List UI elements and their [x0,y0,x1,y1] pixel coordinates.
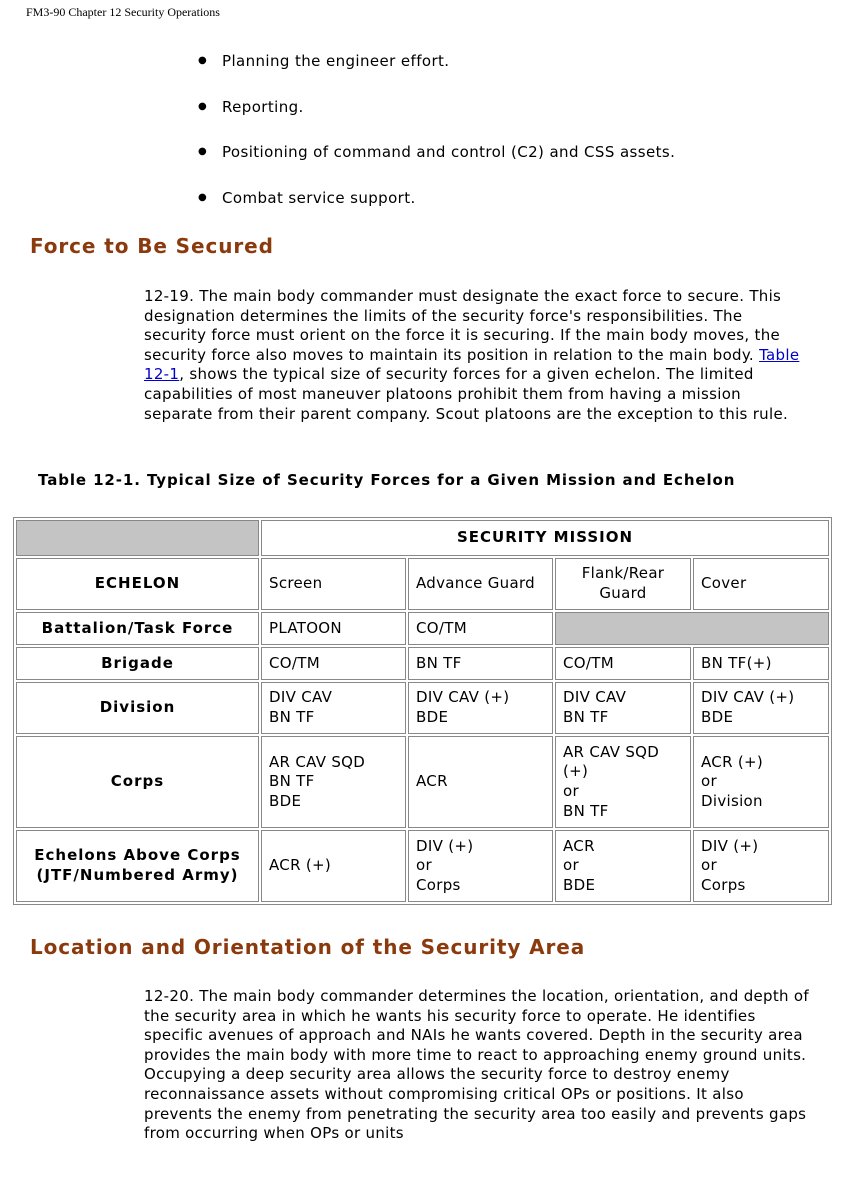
cover-cell: ACR (+) or Division [693,736,829,828]
empty-header-cell [16,520,259,556]
cover-cell: DIV (+) or Corps [693,830,829,902]
table-row [16,830,829,902]
screen-cell: DIV CAV BN TF [261,682,406,734]
empty-gray-cell [555,612,829,645]
bullet-item: ● Combat service support. [196,189,675,235]
column-header-screen: Screen [261,558,406,610]
echelon-cell: Corps [16,736,259,828]
table-title: Table 12-1. Typical Size of Security Forces for a Given Mission and Echelon [38,471,736,489]
advance-guard-cell: CO/TM [408,612,553,645]
paragraph-text: 12-19. The main body commander must designate the exact force to secure. This designation determines the limits of the security force's responsibilities. The security force must orient on the force it is securing. If the main body moves, the security force also moves to maintain its position in relation to the main body. [144,287,782,364]
screen-cell: PLATOON [261,612,406,645]
flank-rear-guard-cell: CO/TM [555,647,691,680]
table-row [16,736,829,828]
security-mission-header: SECURITY MISSION [261,520,829,556]
flank-rear-guard-cell: DIV CAV BN TF [555,682,691,734]
section-heading-location: Location and Orientation of the Security Area [30,935,586,959]
table-row [16,647,829,680]
screen-cell: AR CAV SQD BN TF BDE [261,736,406,828]
bullet-item: ● Planning the engineer effort. [196,52,675,98]
screen-cell: CO/TM [261,647,406,680]
table-row [16,558,829,610]
cover-cell: DIV CAV (+) BDE [693,682,829,734]
advance-guard-cell: DIV (+) or Corps [408,830,553,902]
column-header-flank-rear-guard: Flank/Rear Guard [555,558,691,610]
flank-rear-guard-cell: ACR or BDE [555,830,691,902]
advance-guard-cell: BN TF [408,647,553,680]
table-row [16,612,829,645]
paragraph-text: , shows the typical size of security forces for a given echelon. The limited capabilities of most maneuver platoons prohibit them from having a mission separate from their parent company. Scout platoons are the exception to this rule. [144,365,789,423]
section-heading-force: Force to Be Secured [30,234,274,258]
table-row [16,682,829,734]
cover-cell: BN TF(+) [693,647,829,680]
column-header-advance-guard: Advance Guard [408,558,553,610]
screen-cell: ACR (+) [261,830,406,902]
paragraph-12-19 [144,287,809,424]
echelon-header: ECHELON [16,558,259,610]
advance-guard-cell: DIV CAV (+) BDE [408,682,553,734]
bullet-item: ● Positioning of command and control (C2) and CSS assets. [196,143,675,189]
table-12-1-link[interactable]: Table 12-1 [144,345,800,384]
security-forces-table [13,517,832,905]
echelon-cell: Battalion/Task Force [16,612,259,645]
bullet-item: ● Reporting. [196,98,675,144]
paragraph-12-20: 12-20. The main body commander determines the location, orientation, and depth of the security area in which he wants his security force to operate. He identifies specific avenues of approach and NAIs he wants covered. Depth in the security area provides the main body with more time to react to approaching enemy ground units. Occupying a deep security area allows the security force to destroy enemy reconnaissance assets without compromising critical OPs or positions. It also prevents the enemy from penetrating the security area too easily and prevents gaps from occurring when OPs or units [144,987,809,1143]
column-header-cover: Cover [693,558,829,610]
echelon-cell: Division [16,682,259,734]
bullet-list [196,52,675,234]
echelon-cell: Echelons Above Corps (JTF/Numbered Army) [16,830,259,902]
flank-rear-guard-cell: AR CAV SQD (+) or BN TF [555,736,691,828]
advance-guard-cell: ACR [408,736,553,828]
table-row [16,520,829,556]
echelon-cell: Brigade [16,647,259,680]
running-head: FM3-90 Chapter 12 Security Operations [26,5,220,19]
